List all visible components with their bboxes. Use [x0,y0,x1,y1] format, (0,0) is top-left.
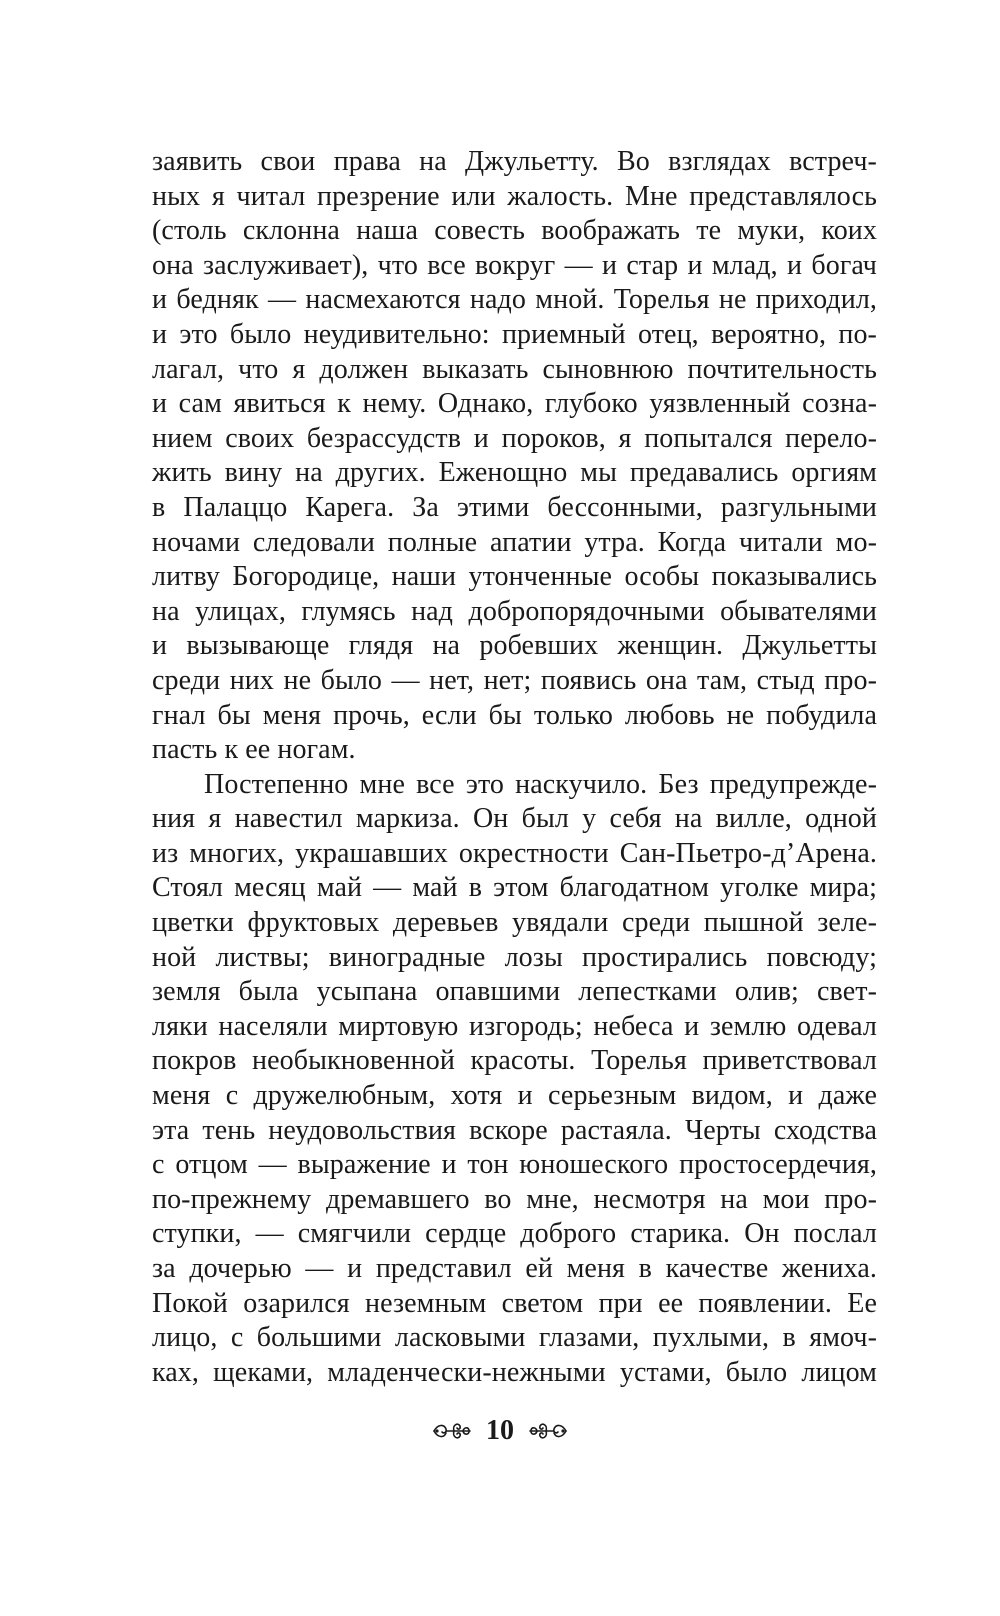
text-line: с отцом — выражение и тон юношеского простосердечия, [152,1149,877,1181]
text-line: ках, щеками, младенчески-нежными устами, было лицом [152,1356,877,1388]
text-line: Постепенно мне все это наскучило. Без предупрежде- [204,768,877,800]
text-line: гнал бы меня прочь, если бы только любовь не побудила [152,699,877,731]
text-line: литву Богородице, наши утонченные особы показывались [152,561,877,593]
text-line: и вызывающе глядя на робевших женщин. Джульетты [152,630,877,662]
text-line: меня с дружелюбным, хотя и серьезным видом, и даже [152,1080,877,1112]
text-line: ляки населяли миртовую изгородь; небеса и землю одевал [152,1010,877,1042]
paragraph-2 [152,768,877,1391]
text-line: лагал, что я должен выказать сыновнюю почтительность [152,353,877,385]
text-line: ных я читал презрение или жалость. Мне представлялось [152,180,877,212]
text-line: ночами следовали полные апатии утра. Когда читали мо- [152,526,877,558]
text-line: пасть к ее ногам. [152,734,356,766]
text-line: цветки фруктовых деревьев увядали среди пышной зеле- [152,907,877,939]
text-line: и сам явиться к нему. Однако, глубоко уязвленный созна- [152,388,877,420]
page-number: 10 [486,1415,514,1446]
text-line: покров необыкновенной красоты. Торелья приветствовал [152,1045,877,1077]
page-footer [0,1411,1000,1451]
text-line: ния я навестил маркиза. Он был у себя на вилле, одной [152,803,877,835]
text-line: по-прежнему дремавшего во мне, несмотря на мои про- [152,1183,877,1215]
text-line: эта тень неудовольствия вскоре растаяла. Черты сходства [152,1114,877,1146]
text-line: Стоял месяц май — май в этом благодатном уголке мира; [152,872,877,904]
text-line: нием своих безрассудств и пороков, я попытался перело- [152,422,877,454]
text-line: ной листвы; виноградные лозы простирались повсюду; [152,941,877,973]
fleuron-right-icon [528,1418,568,1444]
text-line: из многих, украшавших окрестности Сан-Пьетро-д’Арена. [152,837,877,869]
paragraph-1 [152,145,877,768]
text-line: заявить свои права на Джульетту. Во взглядах встреч- [152,146,877,177]
fleuron-left-icon [432,1418,472,1444]
text-line: Покой озарился неземным светом при ее появлении. Ее [152,1287,877,1319]
text-line: ступки, — смягчили сердце доброго старика. Он послал [152,1218,877,1250]
body-text [152,145,877,1390]
text-line: за дочерью — и представил ей меня в качестве жениха. [152,1253,877,1284]
text-line: земля была усыпана опавшими лепестками олив; свет- [152,976,877,1008]
text-line: на улицах, глумясь над добропорядочными обывателями [152,595,877,627]
text-line: жить вину на других. Еженощно мы предавались оргиям [152,457,877,489]
text-line: лицо, с большими ласковыми глазами, пухлыми, в ямоч- [152,1322,877,1354]
text-line: (столь склонна наша совесть воображать те муки, коих [152,215,877,247]
text-line: среди них не было — нет, нет; появись она там, стыд про- [152,664,877,696]
text-line: в Палаццо Карега. За этими бессонными, разгульными [152,491,877,523]
text-line: и бедняк — насмехаются надо мной. Торелья не приходил, [152,284,877,316]
text-line: и это было неудивительно: приемный отец, вероятно, по- [152,318,877,350]
text-line: она заслуживает), что все вокруг — и стар и млад, и богач [152,249,877,281]
